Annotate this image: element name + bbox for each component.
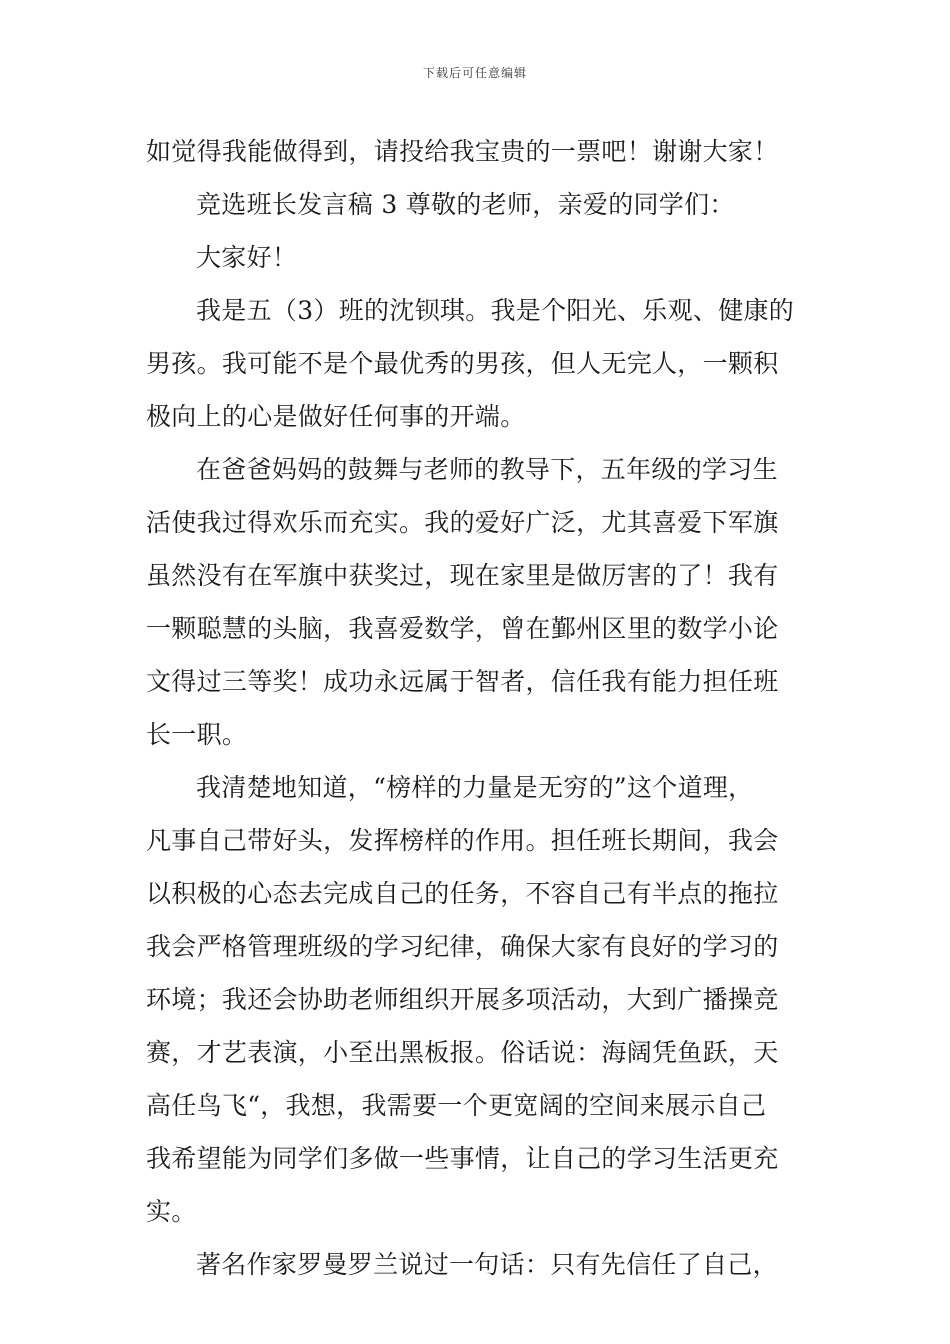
text-line: 在爸爸妈妈的鼓舞与老师的教导下，五年级的学习生 bbox=[196, 455, 778, 484]
text-line: 实。 bbox=[146, 1197, 197, 1226]
text-line: 凡事自己带好头，发挥榜样的作用。担任班长期间，我会 bbox=[146, 826, 779, 855]
text-line: 虽然没有在军旗中获奖过，现在家里是做厉害的了！我有 bbox=[146, 561, 779, 590]
text-line: 竞选班长发言稿 3 尊敬的老师，亲爱的同学们： bbox=[196, 190, 735, 219]
text-line: 高任鸟飞“，我想，我需要一个更宽阔的空间来展示自己 bbox=[146, 1091, 767, 1120]
document-body bbox=[146, 125, 810, 1291]
text-line: 环境；我还会协助老师组织开展多项活动，大到广播操竞 bbox=[146, 985, 779, 1014]
text-line: 一颗聪慧的头脑，我喜爱数学，曾在鄞州区里的数学小论 bbox=[146, 614, 779, 643]
text-line: 我会严格管理班级的学习纪律，确保大家有良好的学习的 bbox=[146, 932, 779, 961]
text-line: 我清楚地知道，“榜样的力量是无穷的”这个道理， bbox=[196, 773, 754, 802]
text-line: 我希望能为同学们多做一些事情，让自己的学习生活更充 bbox=[146, 1144, 779, 1173]
text-line: 著名作家罗曼罗兰说过一句话：只有先信任了自己， bbox=[196, 1250, 778, 1279]
text-line: 男孩。我可能不是个最优秀的男孩，但人无完人，一颗积 bbox=[146, 349, 779, 378]
text-line: 长一职。 bbox=[146, 720, 248, 749]
text-line: 极向上的心是做好任何事的开端。 bbox=[146, 402, 526, 431]
text-line: 如觉得我能做得到，请投给我宝贵的一票吧！谢谢大家！ bbox=[146, 137, 779, 166]
text-line: 赛，才艺表演，小至出黑板报。俗话说：海阔凭鱼跃，天 bbox=[146, 1038, 779, 1067]
page-header: 下载后可任意编辑 bbox=[422, 66, 527, 80]
text-line: 我是五（3）班的沈钡琪。我是个阳光、乐观、健康的 bbox=[196, 296, 795, 325]
text-line: 活使我过得欢乐而充实。我的爱好广泛，尤其喜爱下军旗 bbox=[146, 508, 779, 537]
text-line: 大家好！ bbox=[196, 243, 298, 272]
text-line: 文得过三等奖！成功永远属于智者，信任我有能力担任班 bbox=[146, 667, 779, 696]
text-line: 以积极的心态去完成自己的任务，不容自己有半点的拖拉 bbox=[146, 879, 779, 908]
